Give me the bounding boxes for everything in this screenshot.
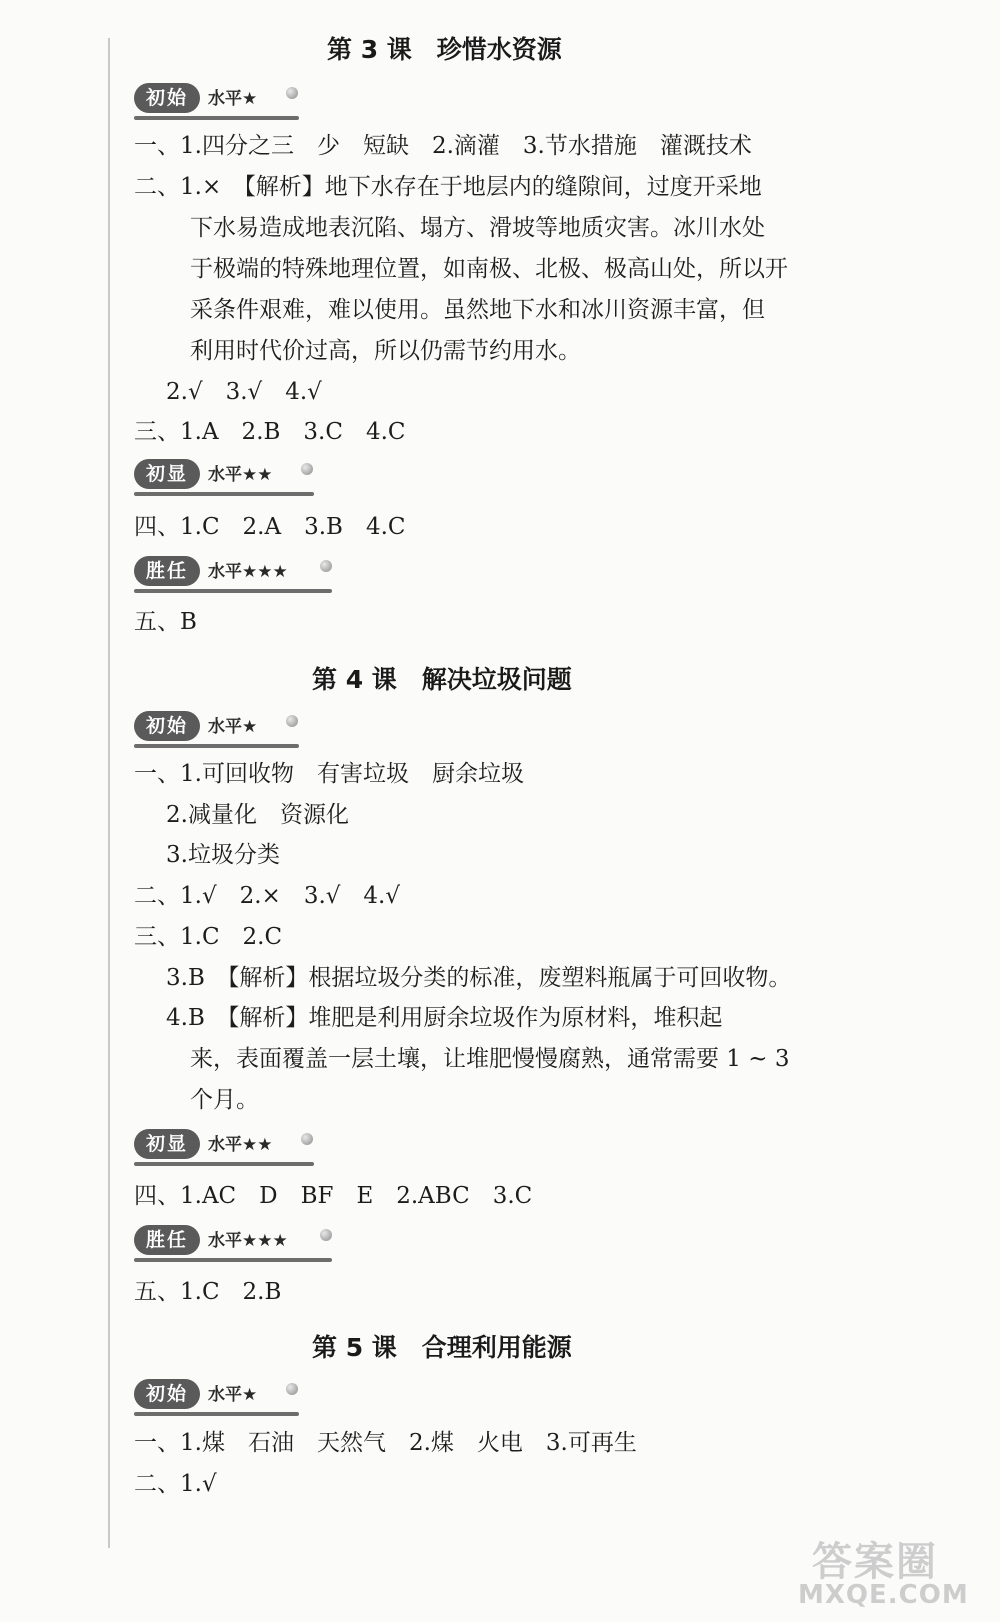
level-badge-competent (134, 1222, 332, 1262)
badge-underline (134, 492, 314, 496)
answer-line: 3.B 【解析】根据垃圾分类的标准，废塑料瓶属于可回收物。 (166, 965, 792, 991)
badge-label: 初始 (134, 711, 200, 741)
badge-dot-icon (301, 463, 313, 475)
answer-line: 2.减量化 资源化 (166, 802, 349, 828)
answer-line: 下水易造成地表沉陷、塌方、滑坡等地质灾害。冰川水处 (190, 215, 765, 241)
badge-underline (134, 1162, 314, 1166)
level-badge-start (134, 708, 299, 748)
level-badge-competent (134, 553, 332, 593)
answer-line: 四、1.AC D BF E 2.ABC 3.C (134, 1183, 533, 1209)
badge-level: 水平★★★ (208, 1231, 288, 1251)
answer-line: 2.√ 3.√ 4.√ (166, 379, 322, 405)
answer-line: 三、1.A 2.B 3.C 4.C (134, 419, 406, 445)
answer-line: 四、1.C 2.A 3.B 4.C (134, 514, 406, 540)
badge-dot-icon (301, 1133, 313, 1145)
level-badge-emerging (134, 1126, 314, 1166)
badge-label: 初始 (134, 1379, 200, 1409)
badge-label: 胜任 (134, 1225, 200, 1255)
badge-label: 初始 (134, 83, 200, 113)
watermark-url: MXQE.COM (798, 1580, 969, 1610)
answer-line: 二、1.√ (134, 1471, 217, 1497)
watermark-logo (794, 1526, 974, 1614)
answer-line: 一、1.煤 石油 天然气 2.煤 火电 3.可再生 (134, 1430, 637, 1456)
badge-underline (134, 1258, 332, 1262)
level-badge-start (134, 80, 299, 120)
answer-line: 采条件艰难，难以使用。虽然地下水和冰川资源丰富，但 (190, 297, 765, 323)
lesson-3-title: 第 3 课 珍惜水资源 (327, 35, 562, 64)
badge-level: 水平★ (208, 1385, 258, 1405)
badge-dot-icon (286, 87, 298, 99)
answer-line: 于极端的特殊地理位置，如南极、北极、极高山处，所以开 (190, 256, 788, 282)
answer-line: 利用时代价过高，所以仍需节约用水。 (190, 338, 581, 364)
badge-level: 水平★ (208, 89, 258, 109)
badge-underline (134, 116, 299, 120)
badge-level: 水平★★ (208, 1135, 273, 1155)
badge-underline (134, 744, 299, 748)
answer-line: 五、1.C 2.B (134, 1279, 282, 1305)
answer-line: 三、1.C 2.C (134, 924, 283, 950)
level-badge-start (134, 1376, 299, 1416)
answer-line: 一、1.四分之三 少 短缺 2.滴灌 3.节水措施 灌溉技术 (134, 133, 752, 159)
answer-line: 4.B 【解析】堆肥是利用厨余垃圾作为原材料，堆积起 (166, 1005, 723, 1031)
badge-label: 初显 (134, 1129, 200, 1159)
badge-level: 水平★★ (208, 465, 273, 485)
badge-underline (134, 589, 332, 593)
margin-rule (108, 38, 110, 1548)
badge-dot-icon (286, 1383, 298, 1395)
answer-line: 一、1.可回收物 有害垃圾 厨余垃圾 (134, 761, 524, 787)
badge-level: 水平★★★ (208, 562, 288, 582)
lesson-5-title: 第 5 课 合理利用能源 (312, 1333, 572, 1362)
badge-label: 初显 (134, 459, 200, 489)
badge-dot-icon (286, 715, 298, 727)
answer-line: 二、1.× 【解析】地下水存在于地层内的缝隙间，过度开采地 (134, 174, 762, 200)
answer-line: 来，表面覆盖一层土壤，让堆肥慢慢腐熟，通常需要 1 ~ 3 (190, 1046, 790, 1072)
answer-line: 二、1.√ 2.× 3.√ 4.√ (134, 883, 401, 909)
badge-dot-icon (320, 560, 332, 572)
badge-underline (134, 1412, 299, 1416)
badge-label: 胜任 (134, 556, 200, 586)
level-badge-emerging (134, 456, 314, 496)
answer-line: 个月。 (190, 1087, 259, 1113)
answer-line: 五、B (134, 609, 197, 635)
answer-line: 3.垃圾分类 (166, 842, 280, 868)
badge-dot-icon (320, 1229, 332, 1241)
badge-level: 水平★ (208, 717, 258, 737)
watermark-text: 答案圈 (812, 1539, 938, 1585)
lesson-4-title: 第 4 课 解决垃圾问题 (312, 665, 572, 694)
